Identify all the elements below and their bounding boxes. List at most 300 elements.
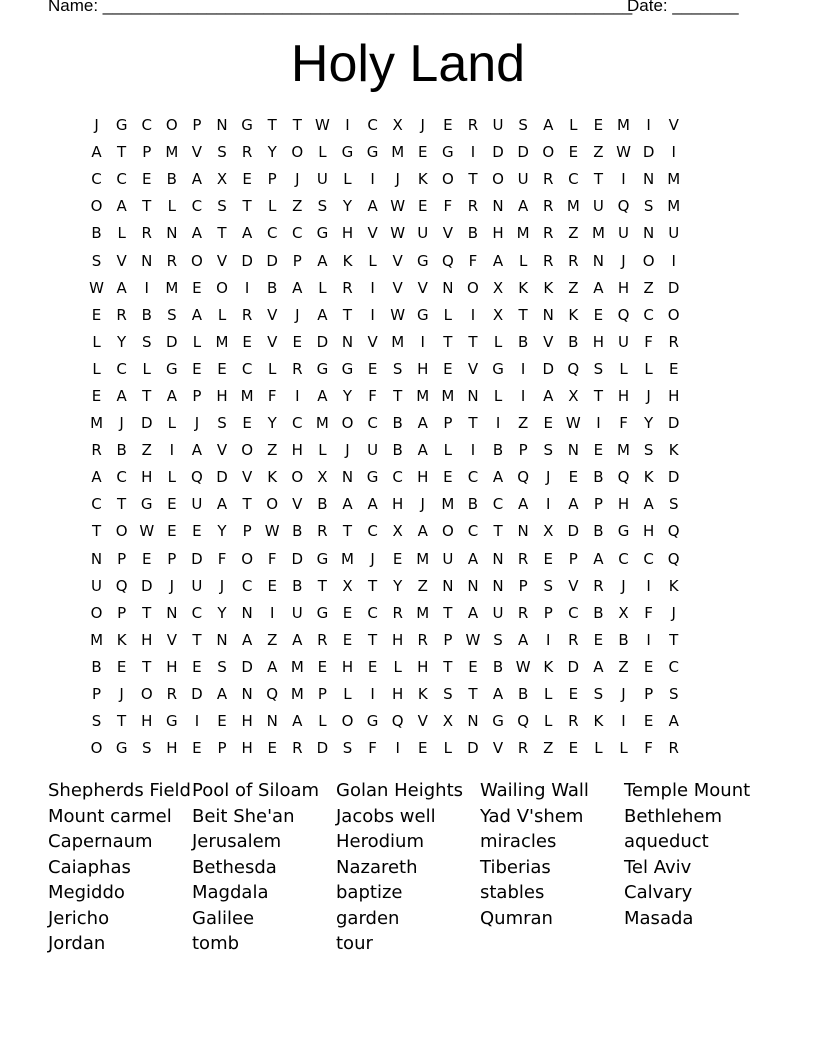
grid-letter: Y — [342, 197, 353, 216]
grid-letter: L — [368, 251, 377, 270]
grid-letter: F — [217, 549, 227, 568]
grid-letter: E — [568, 739, 579, 758]
grid-letter: G — [316, 224, 329, 243]
grid-letter: X — [543, 522, 554, 541]
grid-letter: Y — [393, 576, 403, 595]
grid-letter: L — [343, 170, 352, 189]
grid-letter: G — [492, 359, 504, 378]
grid-letter: I — [395, 739, 400, 758]
grid-letter: S — [543, 576, 553, 595]
grid-letter: O — [341, 414, 354, 433]
grid-letter: I — [646, 630, 651, 649]
grid-letter: N — [542, 305, 554, 324]
grid-letter: S — [593, 359, 604, 378]
grid-letter: T — [292, 116, 302, 135]
grid-letter: B — [517, 685, 529, 704]
grid-letter: U — [618, 224, 629, 243]
grid-letter: M — [90, 630, 104, 649]
grid-letter: W — [390, 305, 406, 324]
grid-letter: H — [417, 359, 429, 378]
grid-letter: P — [117, 603, 127, 622]
grid-letter: T — [443, 603, 453, 622]
grid-letter: P — [92, 685, 102, 704]
word-column — [480, 778, 589, 931]
grid-letter: M — [290, 657, 304, 676]
grid-letter: E — [643, 657, 654, 676]
grid-letter: J — [219, 576, 225, 595]
grid-letter: A — [191, 305, 203, 324]
grid-letter: H — [166, 657, 178, 676]
grid-letter: H — [166, 739, 178, 758]
grid-letter: B — [593, 468, 604, 487]
grid-letter: I — [671, 143, 676, 162]
grid-letter: Z — [518, 414, 529, 433]
grid-letter: D — [216, 468, 228, 487]
grid-letter: L — [318, 441, 327, 460]
grid-letter: G — [166, 359, 178, 378]
grid-letter: L — [268, 359, 277, 378]
grid-letter: X — [342, 576, 353, 595]
grid-letter: B — [91, 657, 102, 676]
grid-letter: U — [191, 576, 203, 595]
grid-letter: B — [166, 170, 177, 189]
grid-letter: A — [292, 278, 303, 297]
grid-letter: T — [267, 116, 277, 135]
grid-letter: C — [492, 495, 504, 514]
grid-letter: D — [140, 414, 153, 433]
grid-letter: B — [292, 522, 303, 541]
grid-letter: I — [520, 386, 526, 405]
grid-letter: R — [568, 251, 579, 270]
grid-letter: S — [91, 712, 102, 731]
grid-letter: N — [442, 576, 454, 595]
grid-letter: V — [467, 359, 479, 378]
grid-row — [84, 491, 734, 518]
grid-letter: C — [367, 116, 378, 135]
grid-letter: H — [417, 657, 429, 676]
grid-letter: E — [543, 414, 553, 433]
grid-letter: W — [515, 657, 531, 676]
grid-letter: V — [442, 224, 453, 243]
grid-letter: O — [90, 603, 103, 622]
grid-letter: A — [668, 712, 679, 731]
grid-letter: J — [345, 441, 350, 460]
grid-letter: T — [367, 630, 378, 649]
grid-letter: C — [191, 603, 203, 622]
grid-letter: D — [517, 143, 529, 162]
grid-letter: S — [392, 359, 403, 378]
grid-letter: G — [366, 712, 379, 731]
grid-letter: G — [416, 305, 429, 324]
grid-letter: B — [91, 224, 102, 243]
word-list-item: garden — [336, 907, 400, 929]
grid-letter: Q — [266, 685, 279, 704]
grid-letter: O — [441, 170, 454, 189]
grid-letter: U — [291, 603, 303, 622]
grid-letter: C — [392, 468, 403, 487]
grid-letter: I — [470, 305, 476, 324]
grid-letter: R — [467, 116, 479, 135]
grid-letter: B — [517, 332, 529, 351]
grid-letter: P — [518, 576, 528, 595]
grid-letter: Q — [617, 197, 630, 216]
grid-letter: A — [543, 386, 554, 405]
grid-letter: A — [216, 685, 228, 704]
grid-letter: D — [166, 332, 178, 351]
grid-letter: D — [191, 685, 203, 704]
grid-letter: L — [167, 197, 176, 216]
grid-letter: K — [593, 712, 604, 731]
grid-letter: U — [316, 170, 328, 189]
grid-letter: V — [568, 576, 579, 595]
grid-letter: C — [568, 170, 579, 189]
grid-letter: Z — [292, 197, 303, 216]
grid-letter: I — [621, 712, 626, 731]
grid-letter: C — [241, 359, 253, 378]
grid-letter: E — [267, 739, 277, 758]
grid-letter: Z — [618, 657, 629, 676]
grid-letter: O — [667, 305, 680, 324]
grid-letter: Y — [342, 386, 353, 405]
grid-letter: Q — [667, 522, 680, 541]
grid-letter: T — [342, 305, 353, 324]
grid-letter: M — [566, 197, 580, 216]
grid-letter: H — [392, 495, 404, 514]
grid-letter: A — [241, 224, 253, 243]
grid-letter: B — [492, 657, 504, 676]
grid-letter: H — [617, 386, 630, 405]
grid-letter: E — [141, 549, 152, 568]
grid-letter: T — [468, 414, 478, 433]
grid-letter: D — [667, 468, 680, 487]
grid-letter: A — [342, 495, 353, 514]
grid-letter: B — [292, 576, 303, 595]
grid-letter: E — [167, 522, 177, 541]
grid-letter: A — [191, 170, 203, 189]
grid-letter: C — [91, 495, 102, 514]
grid-letter: A — [518, 197, 529, 216]
grid-letter: Z — [141, 441, 152, 460]
grid-letter: E — [443, 116, 453, 135]
grid-letter: M — [441, 386, 455, 405]
grid-letter: A — [643, 495, 654, 514]
grid-row — [84, 139, 734, 166]
grid-letter: E — [468, 657, 478, 676]
grid-letter: Q — [567, 359, 580, 378]
grid-letter: C — [568, 603, 579, 622]
grid-letter: J — [646, 386, 651, 405]
word-list-item: Tel Aviv — [624, 856, 692, 878]
grid-letter: P — [292, 251, 302, 270]
word-list-item: Mount carmel — [48, 805, 172, 827]
grid-letter: M — [516, 224, 530, 243]
grid-letter: A — [467, 549, 479, 568]
grid-letter: V — [216, 251, 228, 270]
grid-letter: H — [492, 224, 504, 243]
grid-letter: V — [267, 332, 278, 351]
grid-letter: X — [618, 603, 629, 622]
grid-letter: X — [392, 116, 403, 135]
grid-letter: P — [117, 549, 127, 568]
grid-letter: C — [266, 224, 278, 243]
grid-letter: Z — [543, 739, 554, 758]
grid-row — [84, 654, 734, 681]
word-list-item: Temple Mount — [624, 780, 751, 801]
grid-letter: C — [116, 170, 127, 189]
grid-letter: W — [390, 224, 406, 243]
grid-letter: C — [292, 414, 303, 433]
grid-letter: P — [443, 414, 453, 433]
grid-letter: H — [241, 739, 253, 758]
grid-letter: C — [116, 359, 127, 378]
grid-letter: Z — [267, 441, 278, 460]
grid-letter: E — [568, 685, 579, 704]
grid-letter: H — [617, 278, 630, 297]
grid-letter: R — [241, 305, 253, 324]
grid-letter: K — [342, 251, 353, 270]
grid-letter: U — [442, 549, 454, 568]
grid-letter: Y — [217, 603, 227, 622]
grid-letter: B — [467, 224, 479, 243]
grid-letter: E — [593, 116, 604, 135]
grid-letter: M — [416, 386, 430, 405]
grid-letter: G — [416, 251, 429, 270]
grid-letter: I — [370, 305, 375, 324]
grid-letter: I — [194, 712, 200, 731]
grid-letter: L — [167, 414, 176, 433]
grid-letter: I — [370, 170, 375, 189]
grid-letter: M — [441, 495, 455, 514]
grid-letter: Q — [441, 251, 454, 270]
grid-letter: N — [442, 278, 454, 297]
grid-letter: I — [546, 495, 551, 514]
grid-letter: O — [441, 522, 454, 541]
grid-letter: N — [341, 468, 354, 487]
grid-letter: L — [343, 685, 352, 704]
grid-letter: T — [367, 576, 378, 595]
grid-letter: D — [492, 143, 504, 162]
grid-row — [84, 356, 734, 383]
grid-letter: K — [417, 685, 428, 704]
grid-letter: X — [392, 522, 403, 541]
grid-letter: Q — [617, 468, 630, 487]
grid-letter: Z — [568, 278, 579, 297]
grid-letter: D — [316, 332, 329, 351]
grid-letter: P — [543, 603, 553, 622]
word-list-item: Caiaphas — [48, 856, 131, 878]
grid-letter: S — [342, 739, 353, 758]
grid-letter: R — [593, 576, 604, 595]
word-list-item: Capernaum — [48, 831, 153, 852]
grid-letter: N — [216, 630, 228, 649]
grid-letter: T — [192, 630, 202, 649]
grid-letter: E — [141, 170, 152, 189]
grid-letter: V — [191, 143, 203, 162]
grid-letter: T — [669, 630, 679, 649]
grid-letter: O — [291, 468, 304, 487]
grid-letter: R — [91, 441, 102, 460]
grid-letter: C — [191, 197, 203, 216]
grid-letter: L — [443, 739, 453, 758]
word-column — [192, 778, 319, 957]
grid-letter: D — [467, 739, 479, 758]
grid-letter: A — [241, 630, 253, 649]
date-field-label: Date: _______ — [627, 0, 739, 15]
grid-letter: V — [116, 251, 127, 270]
grid-letter: D — [291, 549, 304, 568]
grid-letter: C — [467, 468, 479, 487]
grid-letter: L — [268, 197, 277, 216]
grid-letter: J — [370, 549, 375, 568]
grid-letter: D — [140, 576, 153, 595]
grid-letter: G — [316, 549, 329, 568]
grid-letter: R — [241, 143, 253, 162]
grid-letter: E — [443, 468, 453, 487]
grid-letter: T — [91, 522, 102, 541]
grid-letter: T — [142, 197, 152, 216]
grid-letter: I — [470, 441, 476, 460]
grid-letter: O — [341, 712, 354, 731]
word-list-item: Jericho — [48, 907, 110, 929]
grid-letter: B — [492, 441, 504, 460]
grid-letter: R — [317, 630, 328, 649]
grid-letter: I — [144, 278, 149, 297]
grid-letter: L — [318, 712, 327, 731]
grid-letter: L — [167, 468, 176, 487]
grid-letter: H — [592, 332, 605, 351]
grid-letter: A — [492, 685, 504, 704]
grid-letter: T — [493, 522, 503, 541]
word-list-item: Pool of Siloam — [192, 780, 320, 801]
grid-letter: F — [443, 197, 453, 216]
grid-letter: I — [244, 278, 250, 297]
grid-letter: H — [417, 468, 429, 487]
grid-letter: A — [417, 522, 428, 541]
grid-letter: K — [417, 170, 428, 189]
grid-letter: V — [367, 332, 378, 351]
grid-letter: M — [416, 549, 430, 568]
grid-letter: J — [194, 414, 200, 433]
grid-letter: O — [165, 116, 178, 135]
grid-row — [84, 166, 734, 193]
grid-letter: V — [392, 251, 403, 270]
grid-letter: G — [492, 712, 504, 731]
grid-letter: G — [241, 116, 253, 135]
grid-letter: C — [467, 522, 479, 541]
grid-letter: L — [493, 332, 503, 351]
grid-letter: E — [418, 739, 428, 758]
grid-letter: I — [370, 685, 375, 704]
grid-letter: M — [391, 332, 405, 351]
word-list-item: Herodium — [336, 831, 424, 852]
grid-letter: K — [518, 278, 529, 297]
grid-letter: A — [166, 386, 177, 405]
grid-letter: A — [568, 495, 579, 514]
grid-letter: N — [642, 170, 655, 189]
grid-letter: Q — [115, 576, 128, 595]
grid-letter: E — [443, 359, 453, 378]
grid-letter: E — [192, 522, 202, 541]
grid-letter: R — [317, 522, 328, 541]
grid-letter: I — [646, 116, 651, 135]
grid-letter: X — [492, 278, 504, 297]
grid-letter: B — [593, 522, 604, 541]
grid-letter: H — [291, 441, 303, 460]
grid-letter: V — [492, 739, 504, 758]
grid-letter: E — [192, 278, 202, 297]
grid-letter: R — [543, 251, 554, 270]
grid-letter: O — [291, 143, 304, 162]
grid-letter: T — [142, 603, 152, 622]
grid-letter: P — [593, 495, 603, 514]
grid-letter: A — [417, 414, 428, 433]
grid-letter: F — [644, 332, 653, 351]
grid-letter: A — [292, 630, 303, 649]
grid-letter: P — [192, 116, 202, 135]
grid-letter: D — [241, 657, 253, 676]
grid-letter: J — [295, 170, 300, 189]
grid-letter: C — [618, 549, 629, 568]
grid-letter: Y — [644, 414, 654, 433]
grid-letter: F — [644, 603, 653, 622]
grid-row — [84, 464, 734, 491]
grid-letter: T — [468, 685, 478, 704]
grid-letter: Y — [267, 143, 277, 162]
grid-letter: J — [621, 685, 626, 704]
grid-row — [84, 410, 734, 437]
grid-row — [84, 383, 734, 410]
grid-letter: H — [216, 386, 228, 405]
grid-letter: Q — [191, 468, 203, 487]
grid-letter: R — [517, 603, 529, 622]
grid-letter: L — [493, 386, 503, 405]
grid-letter: E — [116, 657, 127, 676]
grid-row — [84, 708, 734, 735]
grid-letter: U — [91, 576, 103, 595]
grid-letter: S — [543, 441, 553, 460]
word-list-item: Bethesda — [192, 856, 277, 878]
grid-letter: M — [617, 441, 630, 460]
grid-letter: B — [593, 603, 604, 622]
grid-letter: R — [392, 603, 403, 622]
grid-letter: G — [341, 143, 354, 162]
grid-letter: R — [166, 685, 178, 704]
grid-letter: A — [417, 441, 428, 460]
grid-letter: O — [492, 170, 504, 189]
grid-letter: U — [492, 116, 504, 135]
grid-letter: L — [443, 305, 453, 324]
grid-letter: J — [295, 305, 300, 324]
grid-letter: S — [443, 685, 453, 704]
grid-letter: X — [317, 468, 328, 487]
grid-letter: J — [546, 468, 551, 487]
grid-letter: N — [492, 197, 504, 216]
grid-letter: U — [417, 224, 429, 243]
grid-letter: Y — [217, 522, 227, 541]
grid-row — [84, 546, 734, 573]
word-list-item: aqueduct — [624, 831, 709, 852]
grid-letter: H — [392, 685, 404, 704]
word-column — [48, 778, 191, 957]
grid-letter: A — [593, 278, 604, 297]
grid-letter: R — [141, 224, 152, 243]
grid-letter: L — [217, 305, 227, 324]
word-list-item: Yad V'shem — [480, 805, 584, 827]
grid-letter: M — [591, 224, 605, 243]
grid-letter: T — [468, 170, 478, 189]
grid-letter: D — [316, 739, 329, 758]
grid-letter: O — [266, 495, 279, 514]
